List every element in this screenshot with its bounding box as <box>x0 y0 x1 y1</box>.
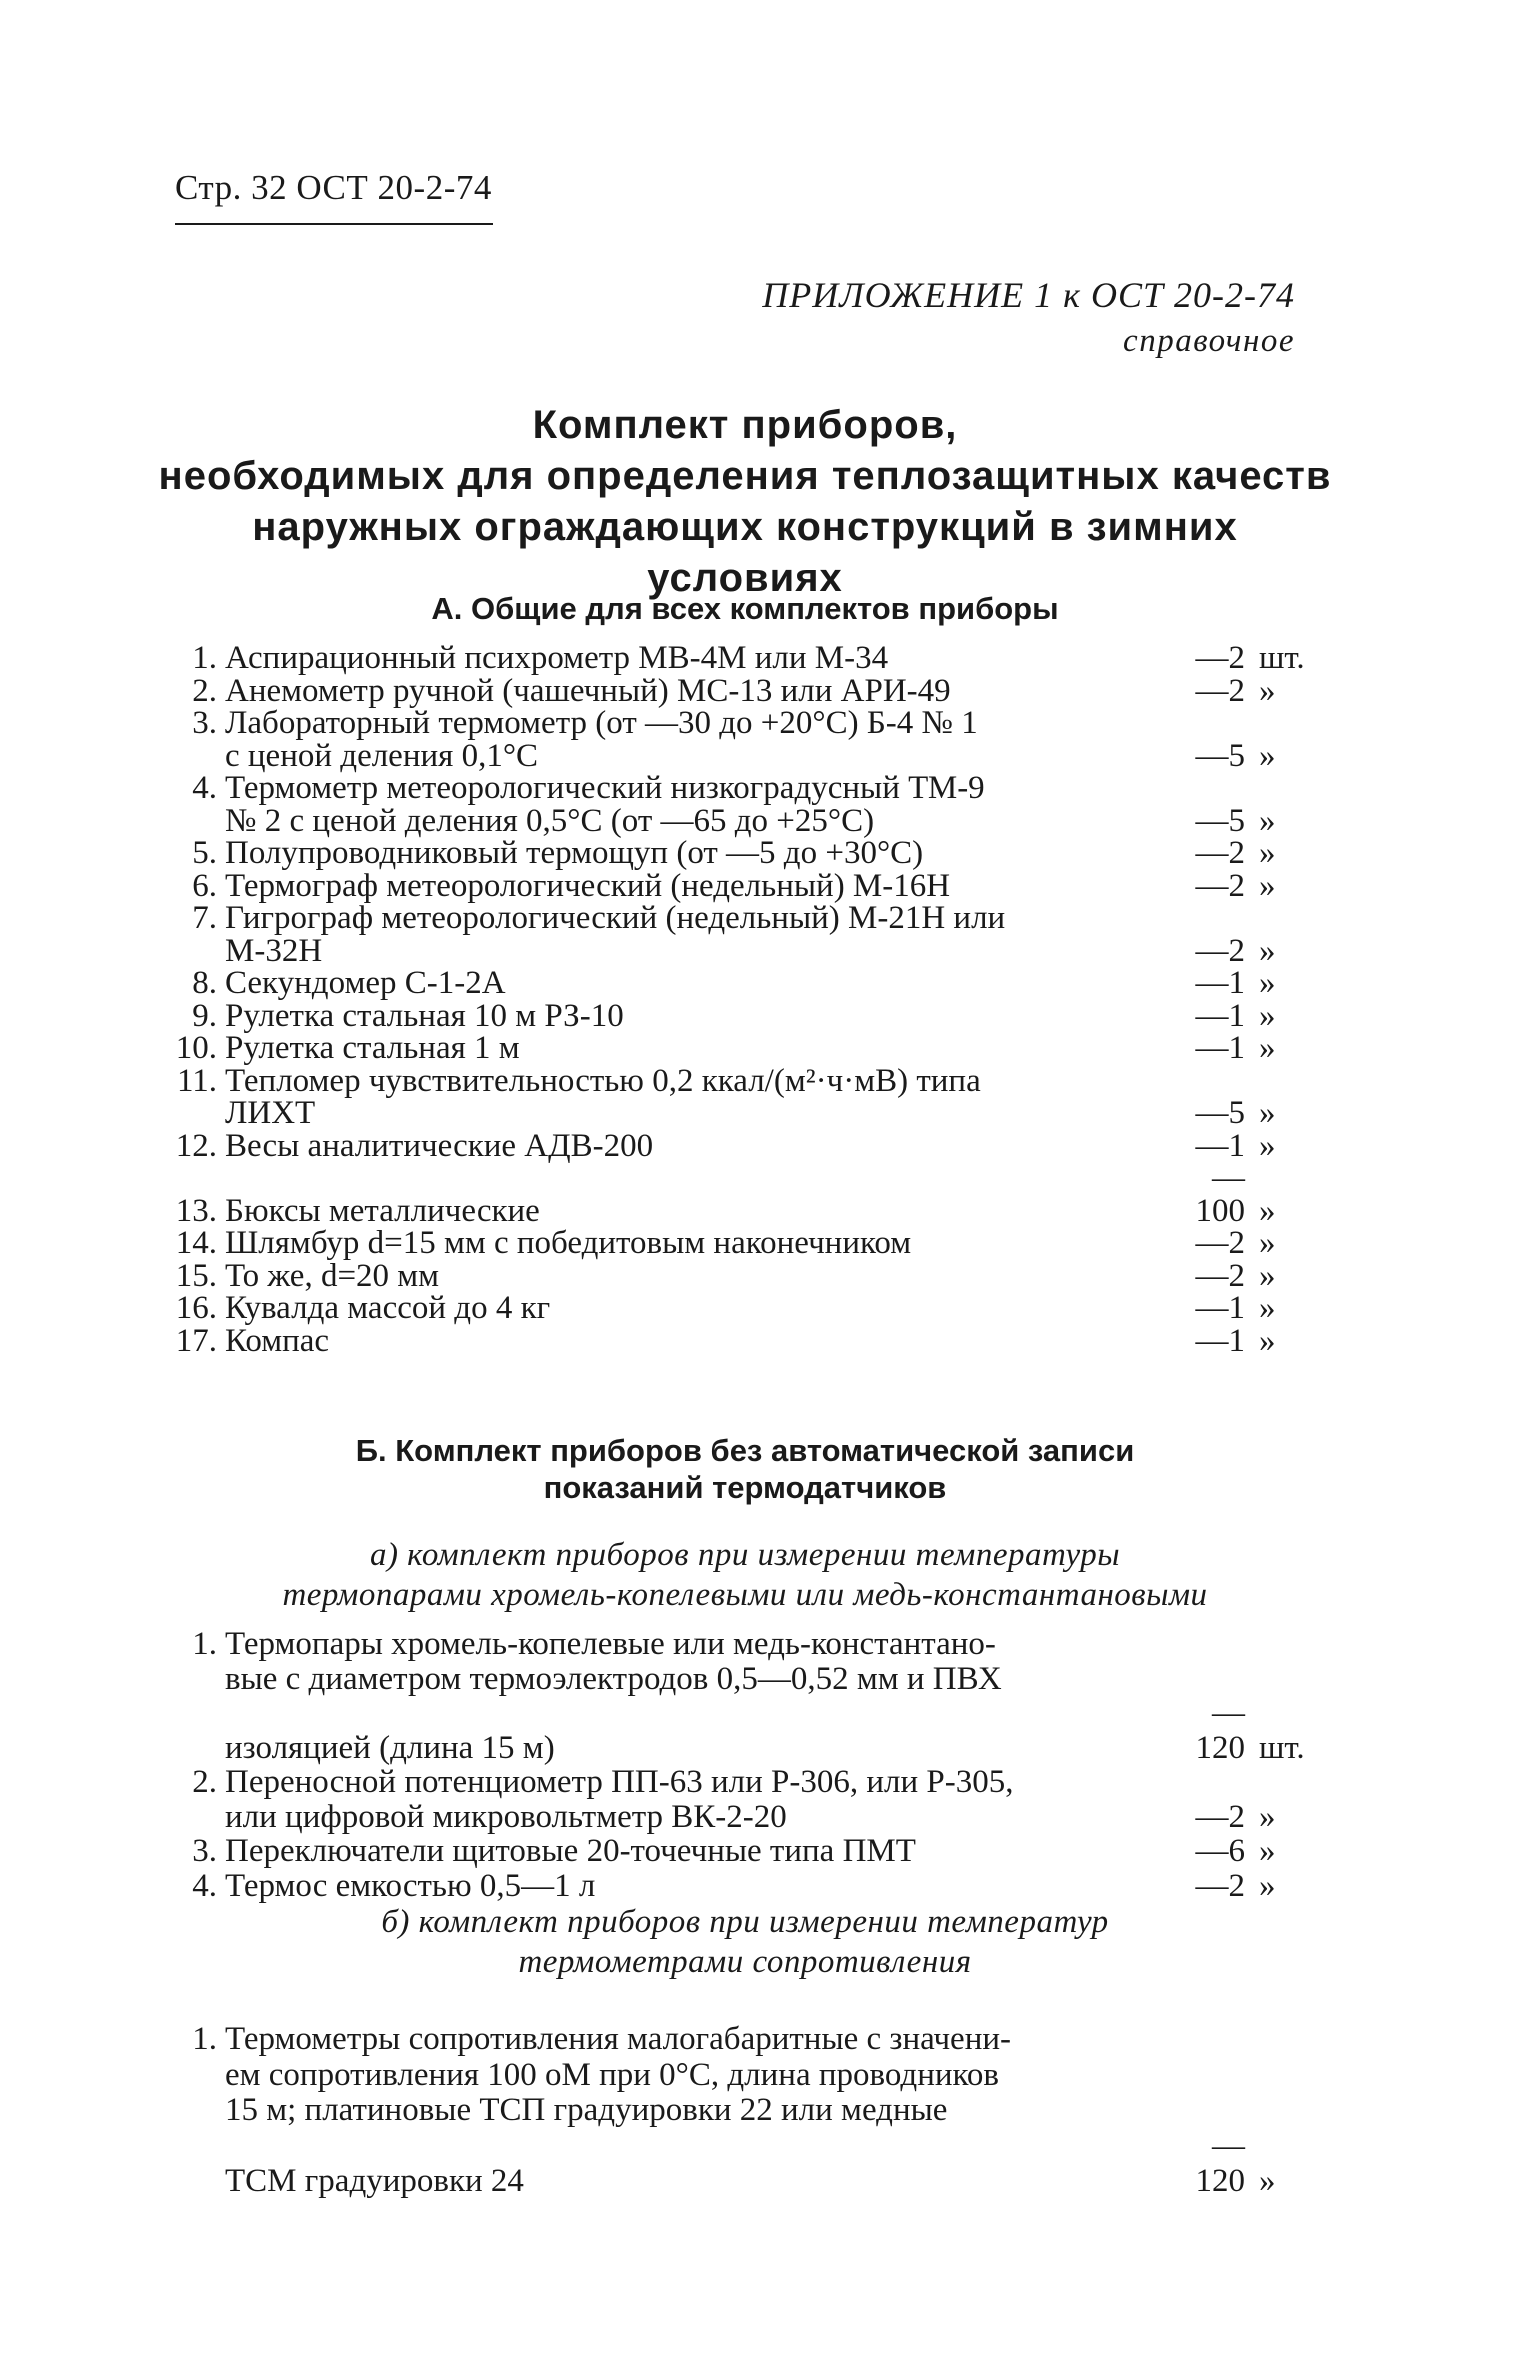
item-description: Переключатели щитовые 20-точечные типа ПМТ <box>225 1833 916 1869</box>
list-item <box>0 1834 1535 1869</box>
item-quantity: —1 <box>1195 1030 1245 1066</box>
item-quantity: —2 <box>1195 835 1245 871</box>
item-quantity: —2 <box>1195 1798 1245 1835</box>
list-item <box>0 1869 1535 1904</box>
item-quantity: —120 <box>1195 1695 1245 1766</box>
item-number: 3. <box>192 1833 217 1869</box>
item-description: Полупроводниковый термощуп (от —5 до +30°С) <box>225 835 924 871</box>
item-description: Термограф метеорологический (недельный) М-16Н <box>225 867 951 904</box>
item-description: Термопары хромель-копелевые или медь-константано- <box>225 1626 996 1662</box>
item-unit: » <box>1259 802 1276 839</box>
item-quantity: —5 <box>1195 737 1245 774</box>
item-quantity: — 120 <box>1195 2127 1245 2199</box>
item-description: Кувалда массой до 4 кг <box>225 1290 551 1326</box>
item-unit: » <box>1259 1257 1276 1294</box>
item-description: изоляцией (длина 15 м) <box>225 1729 555 1766</box>
section-a-title: А. Общие для всех комплектов приборы <box>431 591 1059 626</box>
item-description: № 2 с ценой деления 0,5°С (от —65 до +25°С) <box>225 802 875 839</box>
list-item <box>0 2022 1535 2058</box>
item-number: 2. <box>192 1764 217 1800</box>
item-number: 3. <box>192 705 217 741</box>
appendix-reference <box>762 272 1295 364</box>
appendix-label: ПРИЛОЖЕНИЕ 1 к ОСТ 20-2-74 <box>762 275 1295 315</box>
list-item <box>0 1765 1535 1800</box>
list-item <box>0 2129 1535 2200</box>
item-unit: » <box>1259 1322 1276 1359</box>
document-title <box>150 400 1340 604</box>
item-description: Лабораторный термометр (от —30 до +20°С) Б-4 № 1 <box>225 705 978 741</box>
subsection-b-list <box>0 2022 1535 2200</box>
item-number: 7. <box>192 900 217 936</box>
item-description: Шлямбур d=15 мм с победитовым наконечником <box>225 1225 912 1261</box>
header-rule <box>175 223 493 225</box>
list-item <box>0 967 1535 1000</box>
subsection-a-line-2: термопарами хромель-копелевыми или медь-константановыми <box>282 1577 1208 1613</box>
item-number: 10. <box>175 1030 217 1066</box>
list-item <box>0 2093 1535 2129</box>
list-item <box>0 1127 1535 1164</box>
item-number: 4. <box>192 770 217 806</box>
item-unit: шт. <box>1259 640 1305 676</box>
item-description: Анемометр ручной (чашечный) МС-13 или АРИ-49 <box>225 672 951 709</box>
item-quantity: —5 <box>1195 1095 1245 1131</box>
item-number: 1. <box>192 1626 217 1662</box>
item-quantity: —1 <box>1195 1322 1245 1359</box>
list-item <box>0 867 1535 904</box>
item-number: 12. <box>175 1127 217 1164</box>
section-b-title <box>150 1432 1340 1506</box>
section-a-list <box>0 642 1535 1357</box>
item-description: Компас <box>225 1322 330 1359</box>
page-header: Стр. 32 ОСТ 20-2-74 <box>175 168 492 207</box>
list-item <box>0 902 1535 935</box>
list-item <box>0 772 1535 805</box>
item-description: Переносной потенциометр ПП-63 или Р-306, или Р-305, <box>225 1764 1014 1800</box>
list-item <box>0 1322 1535 1359</box>
list-item <box>0 1800 1535 1835</box>
list-item <box>0 707 1535 740</box>
list-item <box>0 1162 1535 1227</box>
item-description: Рулетка стальная 1 м <box>225 1030 520 1066</box>
item-quantity: —6 <box>1195 1833 1245 1869</box>
item-description: М-32Н <box>225 932 323 969</box>
item-unit: » <box>1259 997 1276 1034</box>
item-number: 11. <box>176 1062 217 1099</box>
item-unit: » <box>1259 835 1276 871</box>
item-quantity: —1 <box>1195 1290 1245 1326</box>
item-quantity: —2 <box>1195 672 1245 709</box>
item-quantity: —5 <box>1195 802 1245 839</box>
item-quantity: —2 <box>1195 867 1245 904</box>
item-number: 16. <box>175 1290 217 1326</box>
list-item <box>0 1097 1535 1130</box>
item-number: 9. <box>192 997 217 1034</box>
item-number: 8. <box>192 965 217 1001</box>
list-item <box>0 737 1535 774</box>
item-description: ем сопротивления 100 оМ при 0°С, длина проводников <box>225 2056 999 2093</box>
item-description: вые с диаметром термоэлектродов 0,5—0,52 мм и ПВХ <box>225 1660 1002 1697</box>
item-quantity: —2 <box>1195 1257 1245 1294</box>
list-item <box>0 837 1535 870</box>
list-item <box>0 642 1535 675</box>
item-unit: » <box>1259 1798 1276 1835</box>
item-quantity: —100 <box>1195 1160 1245 1229</box>
subsection-a-line-1: а) комплект приборов при измерении температуры <box>369 1537 1121 1573</box>
subsection-a-list <box>0 1627 1535 1903</box>
item-description: Термометр метеорологический низкоградусный ТМ-9 <box>225 770 985 806</box>
item-quantity: —1 <box>1195 997 1245 1034</box>
item-description: с ценой деления 0,1°С <box>225 737 539 774</box>
section-b-title-line-1: Б. Комплект приборов без автоматической записи <box>355 1433 1135 1468</box>
item-unit: » <box>1259 1290 1276 1326</box>
title-line-2: необходимых для определения теплозащитных качеств <box>158 454 1332 498</box>
list-item <box>0 997 1535 1034</box>
item-number: 15. <box>175 1257 217 1294</box>
item-description: Весы аналитические АДВ-200 <box>225 1127 654 1164</box>
item-unit: » <box>1259 672 1276 709</box>
item-description: Бюксы металлические <box>225 1192 540 1229</box>
item-quantity: —1 <box>1195 1127 1245 1164</box>
item-description: Аспирационный психрометр МВ-4М или М-34 <box>225 640 889 676</box>
subsection-a-title <box>150 1535 1340 1615</box>
list-item <box>0 672 1535 709</box>
list-item <box>0 802 1535 839</box>
item-quantity: —2 <box>1195 1867 1245 1904</box>
item-description: 15 м; платиновые ТСП градуировки 22 или медные <box>225 2092 948 2128</box>
item-unit: » <box>1259 1225 1276 1261</box>
item-number: 4. <box>192 1867 217 1904</box>
list-item <box>0 1292 1535 1325</box>
item-unit: » <box>1259 1030 1276 1066</box>
item-number: 1. <box>192 2021 217 2057</box>
subsection-b-line-2: термометрами сопротивления <box>518 1944 972 1980</box>
list-item <box>0 1696 1535 1765</box>
item-unit: » <box>1259 965 1276 1001</box>
item-description: Рулетка стальная 10 м РЗ-10 <box>225 997 624 1034</box>
item-number: 2. <box>192 672 217 709</box>
subsection-b-line-1: б) комплект приборов при измерении температур <box>381 1904 1109 1940</box>
list-item <box>0 1227 1535 1260</box>
item-description: Термометры сопротивления малогабаритные с значени- <box>225 2021 1012 2057</box>
list-item <box>0 2058 1535 2094</box>
item-description: Секундомер С-1-2А <box>225 965 506 1001</box>
item-number: 5. <box>192 835 217 871</box>
item-description: или цифровой микровольтметр ВК-2-20 <box>225 1798 787 1835</box>
list-item <box>0 932 1535 969</box>
item-number: 13. <box>175 1192 217 1229</box>
item-quantity: —1 <box>1195 965 1245 1001</box>
section-b-title-line-2: показаний термодатчиков <box>543 1470 947 1505</box>
item-quantity: —2 <box>1195 932 1245 969</box>
list-item <box>0 1062 1535 1099</box>
title-line-3: наружных ограждающих конструкций в зимних условиях <box>252 505 1238 600</box>
item-unit: » <box>1259 1095 1276 1131</box>
item-unit: » <box>1259 737 1276 774</box>
item-unit: » <box>1259 1833 1276 1869</box>
item-description: ТСМ градуировки 24 <box>225 2163 524 2199</box>
appendix-note: справочное <box>1123 323 1295 359</box>
item-description: Гигрограф метеорологический (недельный) М-21Н или <box>225 900 1006 936</box>
item-number: 1. <box>192 640 217 676</box>
item-description: Тепломер чувствительностью 0,2 ккал/(м²·ч·мВ) типа <box>225 1062 981 1099</box>
item-number: 14. <box>175 1225 217 1261</box>
item-description: Термос емкостью 0,5—1 л <box>225 1867 596 1904</box>
item-quantity: —2 <box>1195 1225 1245 1261</box>
list-item <box>0 1257 1535 1294</box>
list-item <box>0 1627 1535 1662</box>
item-unit: » <box>1259 1127 1276 1164</box>
item-number: 17. <box>175 1322 217 1359</box>
item-number: 6. <box>192 867 217 904</box>
list-item <box>0 1032 1535 1065</box>
item-unit: шт. <box>1259 1729 1305 1766</box>
item-unit: » <box>1259 867 1276 904</box>
item-unit: » <box>1259 2163 1276 2199</box>
item-description: То же, d=20 мм <box>225 1257 440 1294</box>
item-unit: » <box>1259 932 1276 969</box>
item-quantity: —2 <box>1195 640 1245 676</box>
item-unit: » <box>1259 1192 1276 1229</box>
subsection-b-title <box>150 1902 1340 1982</box>
list-item <box>0 1662 1535 1697</box>
item-unit: » <box>1259 1867 1276 1904</box>
item-description: ЛИХТ <box>225 1095 316 1131</box>
title-line-1: Комплект приборов, <box>532 403 958 447</box>
